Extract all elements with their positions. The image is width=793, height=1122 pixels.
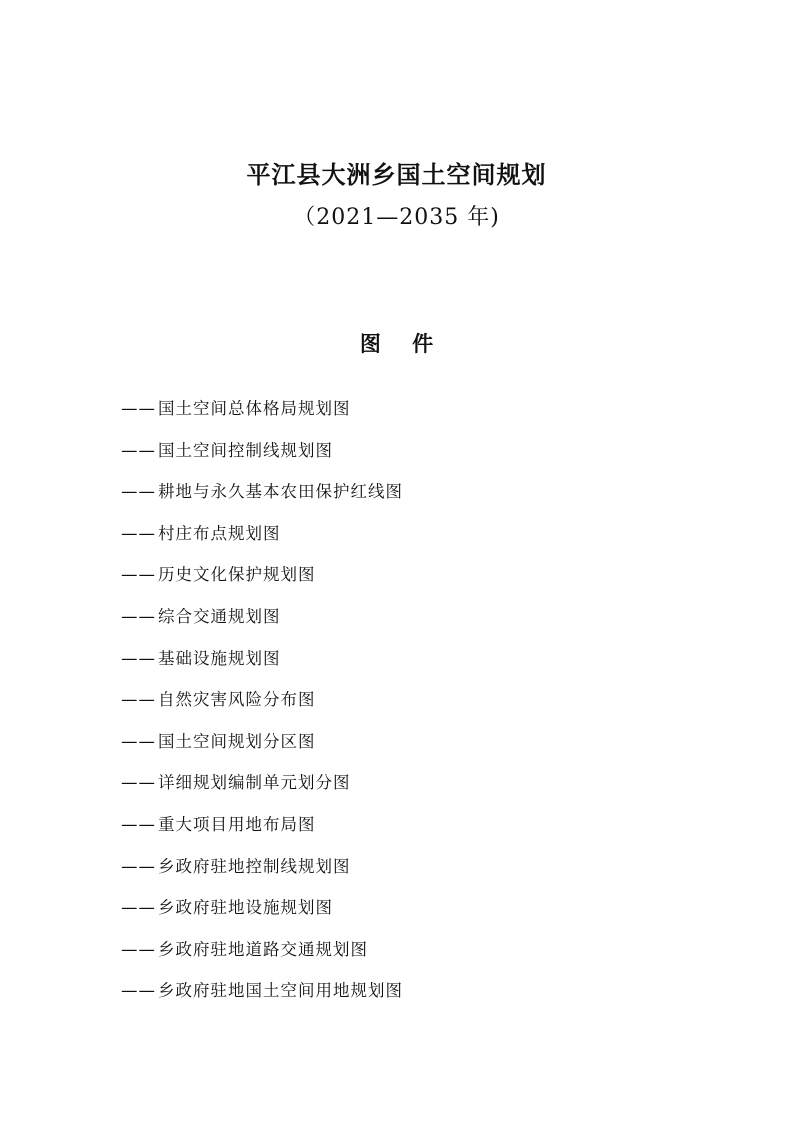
list-dash: ——: [121, 898, 156, 918]
list-item: [121, 977, 403, 1019]
list-dash: ——: [121, 939, 156, 959]
list-item: [121, 894, 403, 936]
list-item-label: 村庄布点规划图: [158, 523, 281, 543]
list-item: [121, 853, 403, 895]
list-dash: ——: [121, 440, 156, 460]
list-item: [121, 561, 403, 603]
document-title: 平江县大洲乡国土空间规划: [246, 160, 547, 189]
list-item: [121, 520, 403, 562]
list-item: [121, 603, 403, 645]
list-item-label: 乡政府驻地道路交通规划图: [158, 939, 368, 959]
list-item-label: 基础设施规划图: [158, 648, 281, 668]
list-item-label: 国土空间控制线规划图: [158, 440, 333, 460]
list-item: [121, 811, 403, 853]
list-dash: ——: [121, 606, 156, 626]
list-dash: ——: [121, 981, 156, 1001]
list-item-label: 乡政府驻地控制线规划图: [158, 856, 351, 876]
list-dash: ——: [121, 565, 156, 585]
list-item-label: 详细规划编制单元划分图: [158, 773, 351, 793]
figure-list: [121, 395, 403, 1019]
list-item-label: 乡政府驻地设施规划图: [158, 898, 333, 918]
list-dash: ——: [121, 773, 156, 793]
list-dash: ——: [121, 648, 156, 668]
list-dash: ——: [121, 814, 156, 834]
list-item-label: 耕地与永久基本农田保护红线图: [158, 482, 403, 502]
list-item: [121, 478, 403, 520]
document-subtitle: （2021—2035 年): [293, 205, 500, 230]
list-item-label: 重大项目用地布局图: [158, 814, 316, 834]
list-item: [121, 686, 403, 728]
list-item: [121, 395, 403, 437]
list-dash: ——: [121, 523, 156, 543]
list-item: [121, 769, 403, 811]
list-item-label: 综合交通规划图: [158, 606, 281, 626]
list-item-label: 国土空间总体格局规划图: [158, 399, 351, 418]
list-item: [121, 936, 403, 978]
list-item-label: 国土空间规划分区图: [158, 731, 316, 751]
list-item-label: 乡政府驻地国土空间用地规划图: [158, 981, 403, 1001]
list-dash: ——: [121, 731, 156, 751]
list-dash: ——: [121, 399, 156, 418]
list-dash: ——: [121, 690, 156, 710]
list-item-label: 自然灾害风险分布图: [158, 690, 316, 710]
list-item: [121, 437, 403, 479]
list-dash: ——: [121, 482, 156, 502]
list-item: [121, 728, 403, 770]
list-dash: ——: [121, 856, 156, 876]
list-item: [121, 645, 403, 687]
section-heading: 图 件: [359, 332, 446, 356]
list-item-label: 历史文化保护规划图: [158, 565, 316, 585]
